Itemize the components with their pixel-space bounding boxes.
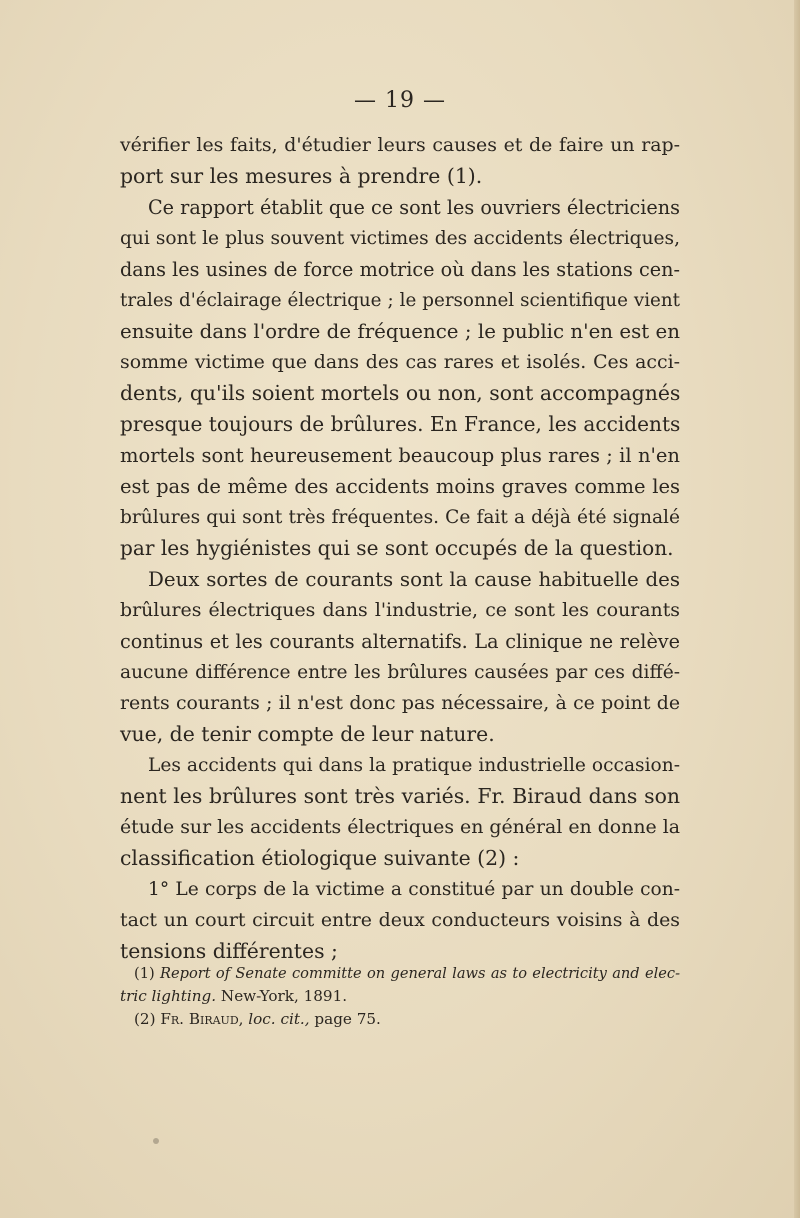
text-line: dents, qu'ils soient mortels ou non, sont accompagnés: [120, 381, 681, 405]
text-line: brûlures qui sont très fréquentes. Ce fait a déjà été signalé: [120, 507, 680, 528]
footnote-title: tric lighting.: [120, 987, 217, 1005]
footnote-title: Report of Senate committe on general laws as to electricity and elec-: [160, 965, 680, 982]
text-line: 1° Le corps de la victime a constitué par un double con-: [148, 879, 680, 900]
text-line: qui sont le plus souvent victimes des accidents électriques,: [120, 228, 680, 249]
footnote-text: page 75.: [309, 1010, 381, 1028]
footnote-author: Fr. Biraud,: [160, 1010, 244, 1028]
text-line: presque toujours de brûlures. En France, les accidents: [120, 412, 681, 436]
text-line: trales d'éclairage électrique ; le personnel scientifique vient: [120, 290, 680, 311]
footnote-2-line: [120, 1008, 680, 1031]
footnotes: [120, 962, 680, 1031]
text-line: rents courants ; il n'est donc pas nécessaire, à ce point de: [120, 692, 680, 714]
text-line: Les accidents qui dans la pratique industrielle occasion-: [148, 755, 680, 776]
paper-blemish: [153, 1138, 159, 1144]
text-line: par les hygiénistes qui se sont occupés de la question.: [120, 536, 674, 560]
text-line: Deux sortes de courants sont la cause habituelle des: [148, 568, 680, 591]
footnote-marker: (2): [134, 1010, 156, 1028]
text-line: est pas de même des accidents moins graves comme les: [120, 475, 680, 498]
text-line: ensuite dans l'ordre de fréquence ; le public n'en est en: [120, 320, 680, 343]
page-edge: [794, 0, 800, 1218]
page-number: — 19 —: [354, 88, 446, 113]
text-line: mortels sont heureusement beaucoup plus rares ; il n'en: [120, 444, 680, 467]
footnote-marker: (1): [134, 965, 155, 982]
text-line: brûlures électriques dans l'industrie, ce sont les courants: [120, 599, 680, 621]
footnote-reference: loc. cit.,: [248, 1010, 310, 1028]
text-line: étude sur les accidents électriques en général en donne la: [120, 816, 680, 838]
text-line: tensions différentes ;: [120, 939, 338, 963]
text-line: classification étiologique suivante (2) :: [120, 846, 520, 870]
text-line: Ce rapport établit que ce sont les ouvriers électriciens: [148, 196, 680, 219]
footnote-1-line: [120, 962, 680, 985]
text-line: vue, de tenir compte de leur nature.: [120, 722, 495, 746]
footnote-text: New-York, 1891.: [216, 987, 348, 1005]
text-line: nent les brûlures sont très variés. Fr. Biraud dans son: [120, 784, 680, 808]
text-line: somme victime que dans des cas rares et isolés. Ces acci-: [120, 351, 680, 373]
footnote-1-line: [120, 985, 680, 1008]
text-line: aucune différence entre les brûlures causées par ces diffé-: [120, 662, 680, 683]
text-line: tact un court circuit entre deux conducteurs voisins à des: [120, 909, 680, 931]
text-line: vérifier les faits, d'étudier leurs causes et de faire un rap-: [120, 134, 680, 156]
text-line: dans les usines de force motrice où dans les stations cen-: [120, 258, 680, 281]
text-line: port sur les mesures à prendre (1).: [120, 164, 483, 188]
text-line: continus et les courants alternatifs. La clinique ne relève: [120, 630, 680, 653]
body-text: [120, 130, 680, 967]
